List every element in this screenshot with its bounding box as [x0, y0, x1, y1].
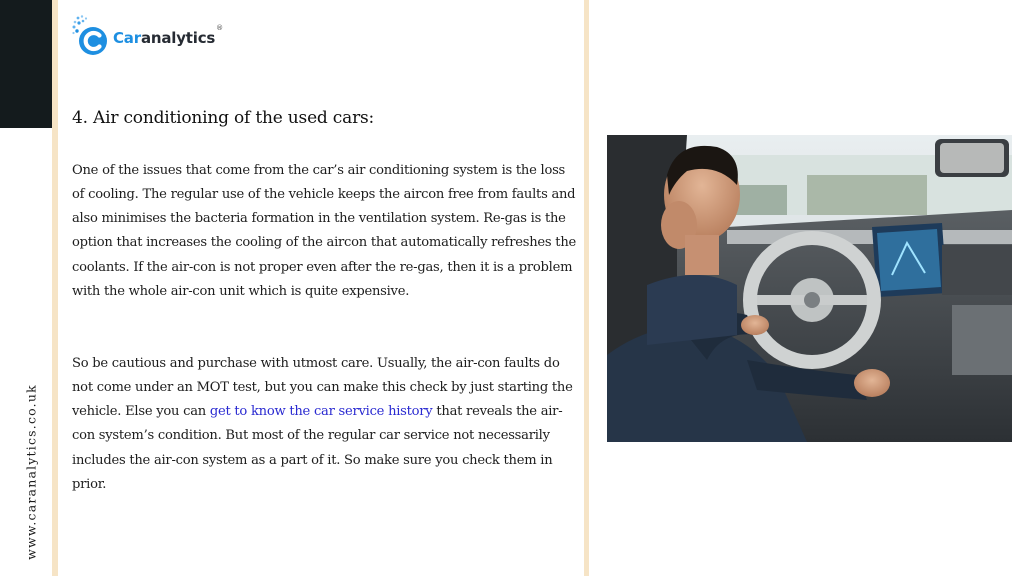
- brand-name-car: Car: [113, 29, 141, 47]
- registered-mark: ®: [216, 24, 224, 32]
- brand-name: [113, 29, 215, 47]
- corner-dark-block: [0, 0, 52, 128]
- paragraph-aircon-issues: One of the issues that come from the car’s air conditioning system is the loss of cooling. The regular use of the vehicle keeps the aircon free from faults and also minimises the bacteria formation in the ventilation system. Re-gas is the option that increases the cooling of the aircon that automatically refreshes the coolants. If the air-con is not proper even after the re-gas, then it is a problem with the whole air-con unit which is quite expensive.: [72, 163, 576, 299]
- c-logo-icon: [72, 14, 110, 58]
- paragraph-purchase-advice: [72, 352, 576, 497]
- brand-name-analytics: analytics: [140, 29, 216, 47]
- man-driving-car-photo: [607, 135, 1012, 442]
- website-url: www.caranalytics.co.uk: [23, 384, 39, 560]
- content-panel-edge: [584, 0, 589, 576]
- left-accent-bar: [52, 0, 58, 576]
- brand-logo: [72, 14, 223, 58]
- paragraph-text-start: So be cautious and purchase with utmost care. Usually, the air-con faults do not come under an MOT test, but you can make this check by just starting the vehicle. Else you can: [72, 356, 573, 420]
- section-heading: 4. Air conditioning of the used cars:: [72, 108, 375, 128]
- service-history-link[interactable]: get to know the car service history: [209, 404, 433, 420]
- paragraph-text-end: that reveals the air-con system’s condition. But most of the regular car service not necessarily includes the air-con system as a part of it. So make sure you check them in prior.: [72, 404, 563, 492]
